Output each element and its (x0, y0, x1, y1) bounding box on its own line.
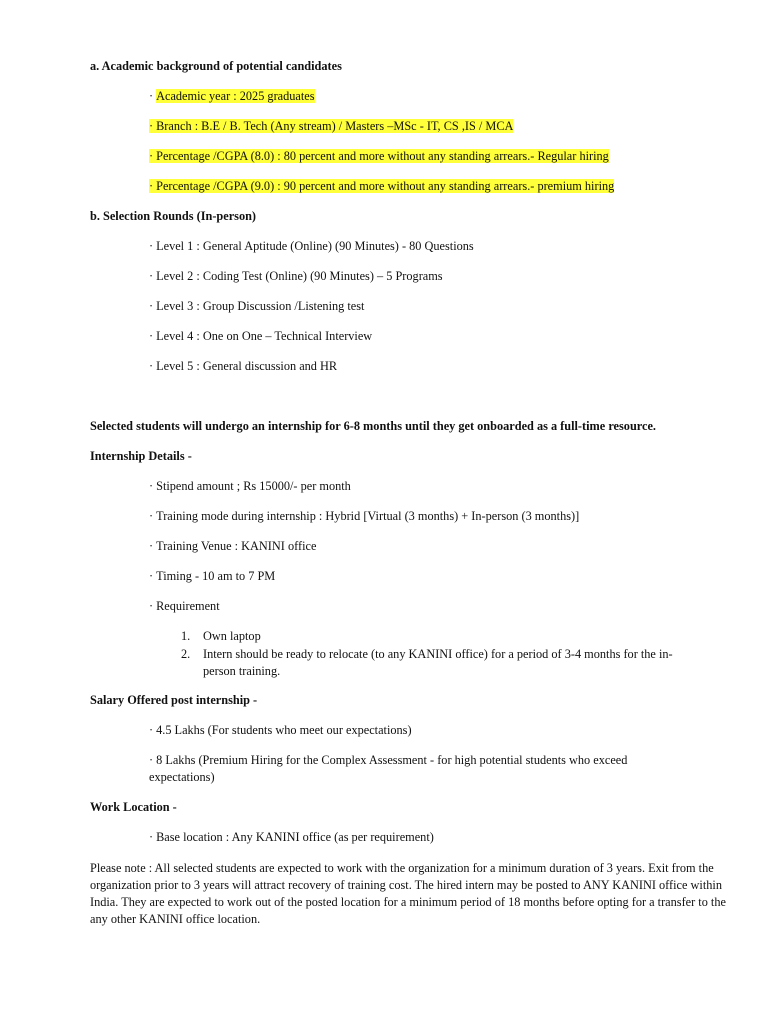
list-item: · 8 Lakhs (Premium Hiring for the Complex Assessment - for high potential students who exceed expectations) (149, 753, 628, 784)
item-text: Own laptop (203, 629, 261, 643)
list-item: · Level 1 : General Aptitude (Online) (90 Minutes) - 80 Questions (149, 239, 474, 253)
item-text: Intern should be ready to relocate (to any KANINI office) for a period of 3-4 months for the in-person training. (203, 647, 673, 678)
list-item: · Level 5 : General discussion and HR (149, 359, 338, 373)
section-b-heading: b. Selection Rounds (In-person) (90, 209, 257, 223)
note-paragraph: Please note : All selected students are expected to work with the organization for a minimum duration of 3 years. Exit from the organization prior to 3 years will attract recovery of training cost. The hired intern may be posted to ANY KANINI office within India. They are expected to work out of the posted location for a minimum period of 18 months before opting for a transfer to the any other KANINI office location. (90, 861, 726, 926)
item-number: 2. (181, 647, 191, 661)
salary-heading: Salary Offered post internship - (90, 693, 258, 707)
list-item (149, 118, 513, 135)
section-a-heading: a. Academic background of potential candidates (90, 59, 342, 73)
work-location-heading: Work Location - (90, 800, 177, 814)
list-item: · Training mode during internship : Hybrid [Virtual (3 months) + In-person (3 months)] (149, 509, 580, 523)
list-item: · 4.5 Lakhs (For students who meet our expectations) (149, 723, 412, 737)
list-item: · Training Venue : KANINI office (149, 539, 317, 553)
list-item: · Stipend amount ; Rs 15000/- per month (149, 479, 351, 493)
list-item: · Level 3 : Group Discussion /Listening test (149, 299, 365, 313)
internship-statement: Selected students will undergo an internship for 6-8 months until they get onboarded as a full-time resource. (90, 419, 657, 433)
highlighted-text: Academic year : 2025 graduates (156, 89, 315, 103)
list-item: · Requirement (149, 599, 220, 613)
internship-heading: Internship Details - (90, 449, 192, 463)
item-number: 1. (181, 629, 191, 643)
list-item: · Academic year : 2025 graduates (149, 89, 315, 103)
highlighted-text: · Percentage /CGPA (9.0) : 90 percent and more without any standing arrears.- premium hiring (149, 179, 615, 193)
highlighted-text: · Branch : B.E / B. Tech (Any stream) / Masters –MSc - IT, CS ,IS / MCA (149, 119, 514, 133)
list-item: · Base location : Any KANINI office (as per requirement) (149, 830, 434, 844)
list-item: · Level 2 : Coding Test (Online) (90 Minutes) – 5 Programs (149, 269, 443, 283)
list-item: · Level 4 : One on One – Technical Interview (149, 329, 373, 343)
list-item (149, 178, 614, 195)
list-item: · Timing - 10 am to 7 PM (149, 569, 276, 583)
list-item (149, 148, 609, 165)
highlighted-text: · Percentage /CGPA (8.0) : 80 percent and more without any standing arrears.- Regular hiring (149, 149, 609, 163)
